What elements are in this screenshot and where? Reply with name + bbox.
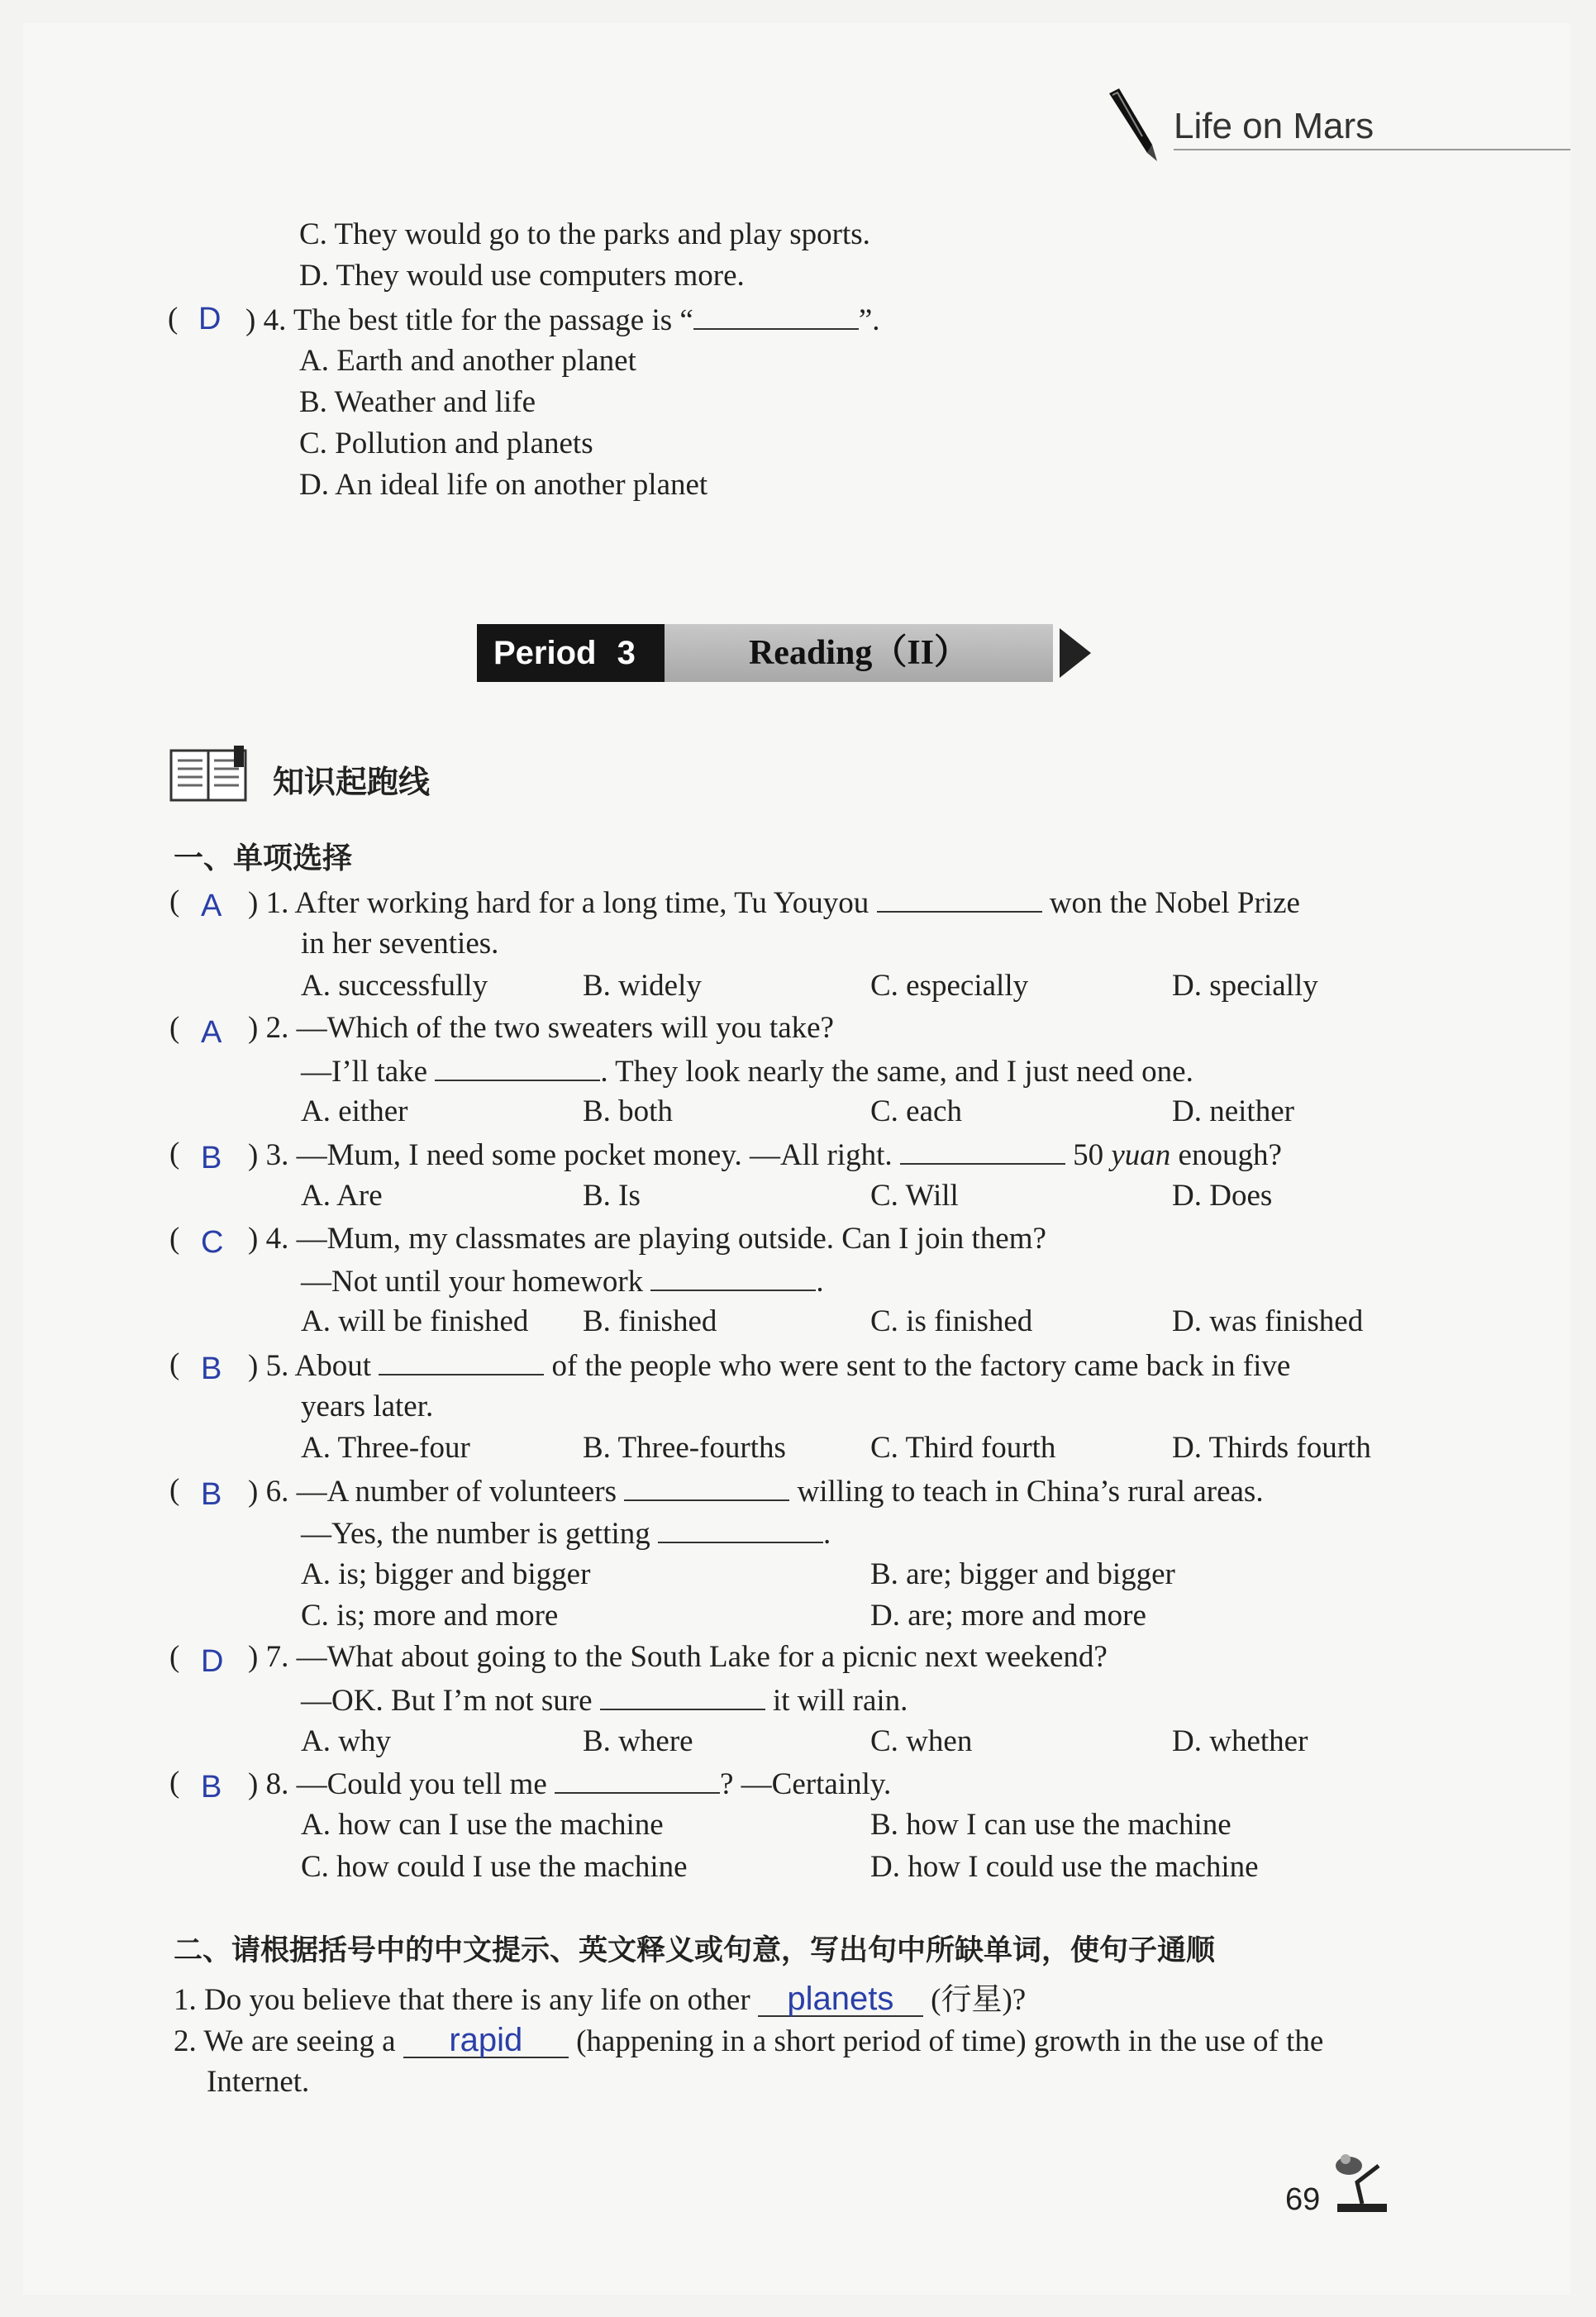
q4b-opt-a: A. will be finished [301,1304,529,1338]
q6-text-d: . [823,1517,831,1551]
q8-opt-c: C. how could I use the machine [301,1850,688,1884]
q6-line2 [301,1517,831,1549]
q1-text-a: ) 1. After working hard for a long time, Tu Youyou [248,886,869,920]
q3-text-d: enough? [1178,1138,1282,1172]
q2-opt-b: B. both [583,1094,673,1128]
answer-blank [435,1055,600,1081]
prev-option-c: C. They would go to the parks and play sports. [299,217,870,251]
q1-opt-c: C. especially [870,969,1029,1003]
q3-opt-d: D. Does [1172,1179,1273,1213]
q8-answer: B [201,1770,222,1804]
q5-open-paren: ( [169,1347,180,1381]
part2-title: 二、请根据括号中的中文提示、英文释义或句意，写出句中所缺单词，使句子通顺 [174,1934,1216,1967]
q5-opt-a: A. Three-four [301,1431,470,1465]
banner-arrow-icon [1060,624,1093,682]
fill-q1-answer: planets [758,1982,923,2017]
q8-text-b: ? —Certainly. [720,1767,892,1801]
q8-opt-d: D. how I could use the machine [870,1850,1259,1884]
q4b-answer: C [201,1225,224,1260]
q5-text-a: ) 5. About [248,1349,372,1383]
answer-blank [600,1684,765,1710]
q3-text-a: ) 3. —Mum, I need some pocket money. —All right. [248,1138,893,1172]
q5-line2: years later. [301,1390,434,1423]
period-number: 3 [617,635,636,671]
q3-open-paren: ( [169,1137,180,1170]
q4b-line1: ) 4. —Mum, my classmates are playing outside. Can I join them? [248,1222,1046,1256]
q2-line1: ) 2. —Which of the two sweaters will you take? [248,1011,834,1045]
q4-option-a: A. Earth and another planet [299,344,636,378]
q6-opt-a: A. is; bigger and bigger [301,1557,591,1591]
q3-opt-a: A. Are [301,1179,383,1213]
q4-option-d: D. An ideal life on another planet [299,468,708,502]
q7-opt-b: B. where [583,1724,693,1758]
q4-stem [245,303,880,336]
q5-answer: B [201,1352,222,1386]
q3-opt-c: C. Will [870,1179,959,1213]
answer-blank [900,1138,1065,1165]
q1-open-paren: ( [169,884,180,918]
q4b-line2 [301,1265,824,1297]
q2-opt-d: D. neither [1172,1094,1294,1128]
period-label: Period [493,635,597,671]
q1-line2: in her seventies. [301,927,499,961]
header-rule [1174,149,1570,150]
q4-open-paren: ( [168,302,179,336]
q7-opt-c: C. when [870,1724,973,1758]
part1-title: 一、单项选择 [174,841,353,875]
q4-stem-end: ”. [858,303,880,337]
q4b-open-paren: ( [169,1222,180,1256]
answer-blank [877,886,1042,913]
q7-line2 [301,1684,908,1716]
q8-open-paren: ( [169,1766,180,1800]
q1-line1 [248,886,1300,918]
q3-line1 [248,1138,1282,1170]
fill-q2-pre: 2. We are seeing a [174,2024,396,2058]
section-title: 知识起跑线 [273,764,431,800]
q2-answer: A [201,1015,222,1050]
prev-option-d: D. They would use computers more. [299,259,745,293]
q1-opt-d: D. specially [1172,969,1318,1003]
fill-q1-post: (行星)? [931,1983,1027,2017]
q1-opt-a: A. successfully [301,969,488,1003]
q3-text-c: yuan [1111,1138,1171,1172]
period-banner [477,624,665,682]
q5-text-b: of the people who were sent to the factory came back in five [551,1349,1291,1383]
page-number: 69 [1285,2182,1321,2217]
q4b-text-b: . [816,1265,824,1299]
q4b-opt-c: C. is finished [870,1304,1033,1338]
q3-text-b: 50 [1073,1138,1104,1172]
book-icon [169,746,249,803]
q6-open-paren: ( [169,1473,180,1507]
q3-answer: B [201,1141,222,1175]
q4b-text-a: —Not until your homework [301,1265,644,1299]
answer-blank [555,1767,720,1794]
q2-text-a: —I’ll take [301,1055,428,1089]
q4-answer: D [198,302,222,336]
answer-blank [379,1349,544,1375]
q6-line1 [248,1475,1264,1507]
q7-text-b: it will rain. [773,1684,908,1718]
q6-opt-b: B. are; bigger and bigger [870,1557,1175,1591]
period-title: Reading（II） [665,624,1053,682]
q3-opt-b: B. Is [583,1179,641,1213]
pen-icon [1101,87,1167,165]
q4b-opt-b: B. finished [583,1304,717,1338]
q5-opt-d: D. Thirds fourth [1172,1431,1371,1465]
fill-q2-line2: Internet. [207,2065,310,2099]
q1-text-b: won the Nobel Prize [1049,886,1300,920]
lamp-icon [1329,2149,1395,2215]
q2-opt-c: C. each [870,1094,962,1128]
q1-opt-b: B. widely [583,969,702,1003]
q6-text-b: willing to teach in China’s rural areas. [797,1475,1264,1509]
q4-option-c: C. Pollution and planets [299,427,593,460]
q5-line1 [248,1349,1290,1381]
fill-q2-post: (happening in a short period of time) growth in the use of the [576,2024,1324,2058]
q7-answer: D [201,1644,224,1679]
answer-blank [658,1517,823,1543]
header-title: Life on Mars [1174,106,1374,146]
q6-opt-d: D. are; more and more [870,1599,1146,1633]
q2-open-paren: ( [169,1011,180,1045]
q7-open-paren: ( [169,1640,180,1674]
q7-opt-a: A. why [301,1724,391,1758]
answer-blank [624,1475,789,1501]
q6-text-a: ) 6. —A number of volunteers [248,1475,617,1509]
q8-text-a: ) 8. —Could you tell me [248,1767,547,1801]
fill-q2 [174,2024,1323,2058]
fill-q1 [174,1982,1026,2017]
q2-text-b: . They look nearly the same, and I just need one. [600,1055,1193,1089]
q8-opt-b: B. how I can use the machine [870,1808,1232,1842]
q8-line1 [248,1767,891,1800]
q2-line2 [301,1055,1193,1087]
q5-opt-b: B. Three-fourths [583,1431,786,1465]
q7-text-a: —OK. But I’m not sure [301,1684,593,1718]
q6-text-c: —Yes, the number is getting [301,1517,650,1551]
fill-q1-pre: 1. Do you believe that there is any life on other [174,1983,750,2017]
q4b-opt-d: D. was finished [1172,1304,1364,1338]
q6-answer: B [201,1477,222,1512]
q6-opt-c: C. is; more and more [301,1599,559,1633]
answer-blank [693,303,859,330]
fill-q2-answer: rapid [403,2024,569,2058]
q5-opt-c: C. Third fourth [870,1431,1056,1465]
q2-opt-a: A. either [301,1094,408,1128]
answer-blank [650,1265,816,1291]
q4-stem-text: ) 4. The best title for the passage is “ [245,303,693,337]
q8-opt-a: A. how can I use the machine [301,1808,664,1842]
q4-option-b: B. Weather and life [299,385,536,419]
q1-answer: A [201,889,222,923]
q7-opt-d: D. whether [1172,1724,1308,1758]
q7-line1: ) 7. —What about going to the South Lake for a picnic next weekend? [248,1640,1108,1674]
